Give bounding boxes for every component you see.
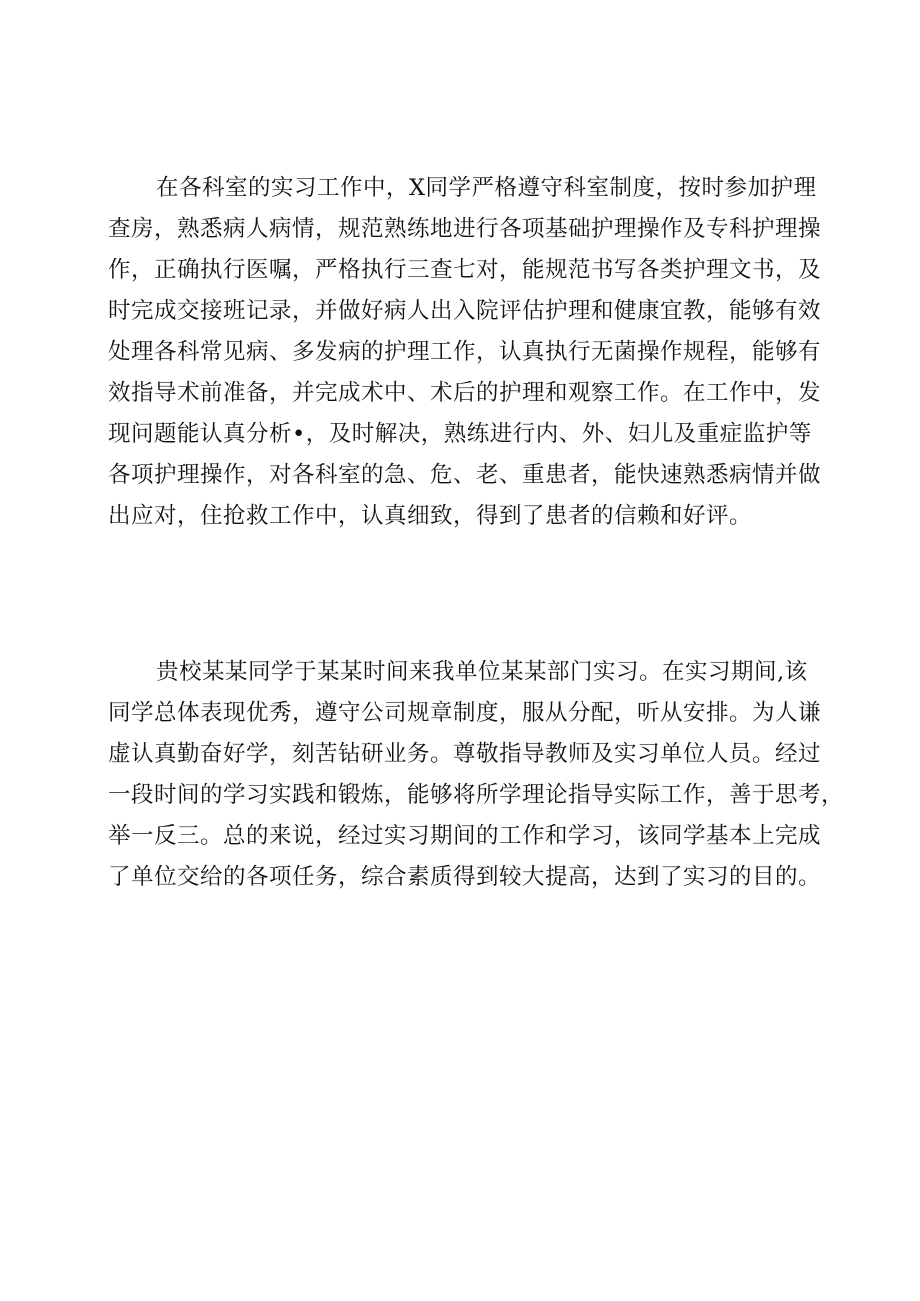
paragraph-line: 虚认真勤奋好学，刻苦钻研业务。尊敬指导教师及实习单位人员。经过 — [108, 741, 822, 767]
paragraph-1 — [108, 168, 824, 537]
paragraph-line: 现问题能认真分析•，及时解决，熟练进行内、外、妇儿及重症监护等 — [108, 421, 812, 447]
paragraph-line: 了单位交给的各项任务，综合素质得到较大提高，达到了实习的目的。 — [108, 864, 822, 890]
paragraph-line: 效指导术前准备，并完成术中、术后的护理和观察工作。在工作中，发 — [108, 380, 822, 406]
paragraph-line: 作，正确执行医嘱，严格执行三查七对，能规范书写各类护理文书，及 — [108, 257, 822, 283]
paragraph-line: 查房，熟悉病人病情，规范熟练地进行各项基础护理操作及专科护理操 — [108, 216, 822, 242]
paragraph-line: 在各科室的实习工作中，X同学严格遵守科室制度，按时参加护理 — [156, 175, 817, 201]
paragraph-line: 一段时间的学习实践和锻炼，能够将所学理论指导实际工作，善于思考， — [108, 782, 845, 808]
paragraph-line: 举一反三。总的来说，经过实习期间的工作和学习，该同学基本上完成 — [108, 823, 822, 849]
paragraph-line: 时完成交接班记录，并做好病人出入院评估护理和健康宜教，能够有效 — [108, 298, 822, 324]
paragraph-line: 出应对，住抢救工作中，认真细致，得到了患者的信赖和好评。 — [108, 503, 753, 529]
paragraph-line: 贵校某某同学于某某时间来我单位某某部门实习。在实习期间,该 — [156, 659, 808, 685]
paragraph-line: 处理各科常见病、多发病的护理工作，认真执行无菌操作规程，能够有 — [108, 339, 822, 365]
paragraph-2 — [108, 652, 845, 898]
paragraph-line: 同学总体表现优秀，遵守公司规章制度，服从分配，听从安排。为人谦 — [108, 700, 822, 726]
paragraph-line: 各项护理操作，对各科室的急、危、老、重患者，能快速熟悉病情并做 — [108, 462, 822, 488]
